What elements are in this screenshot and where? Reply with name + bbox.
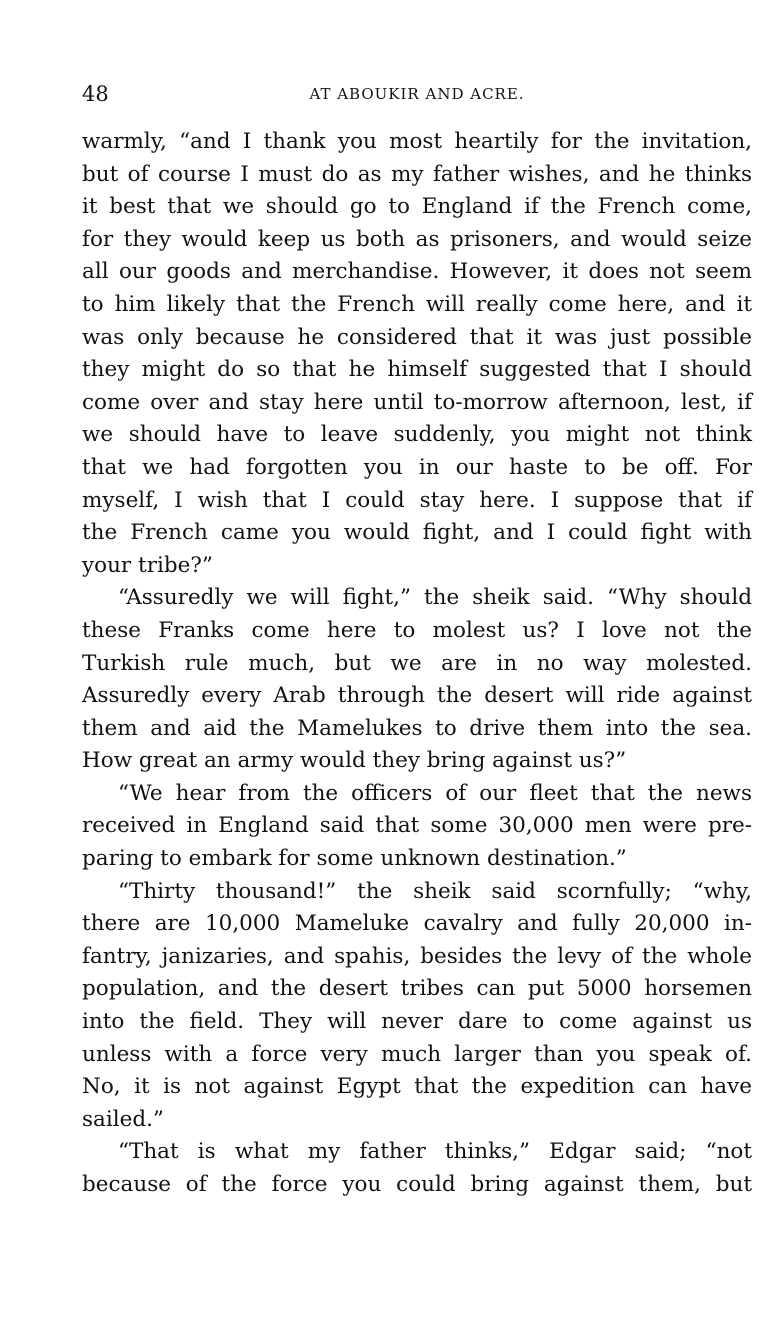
text-line: “That is what my father thinks,” Edgar said; “not: [118, 1139, 752, 1165]
text-line: that we had forgotten you in our haste to be off. For: [82, 454, 752, 480]
text-line: Assuredly every Arab through the desert will ride against: [82, 683, 752, 709]
text-line: paring to embark for some unknown destination.”: [82, 846, 627, 872]
text-line: sailed.”: [82, 1106, 164, 1132]
text-line: warmly, “and I thank you most heartily for the invitation,: [82, 129, 752, 154]
page-header: [82, 78, 752, 110]
running-title: AT ABOUKIR AND ACRE.: [309, 85, 525, 103]
page-number: 48: [82, 82, 109, 106]
text-line: because of the force you could bring against them, but: [82, 1172, 752, 1197]
text-line: we should have to leave suddenly, you might not think: [82, 422, 752, 448]
text-line: for they would keep us both as prisoners, and would seize: [82, 226, 752, 252]
text-line: How great an army would they bring against us?”: [82, 748, 627, 774]
text-line: there are 10,000 Mameluke cavalry and fully 20,000 in-: [82, 911, 752, 937]
text-line: “We hear from the officers of our fleet that the news: [118, 780, 752, 806]
text-line: but of course I must do as my father wishes, and he thinks: [82, 161, 752, 187]
body-text: [82, 126, 752, 1202]
text-line: “Thirty thousand!” the sheik said scornfully; “why,: [118, 878, 752, 904]
text-line: “Assuredly we will fight,” the sheik said. “Why should: [118, 585, 752, 611]
text-line: to him likely that the French will really come here, and it: [82, 291, 752, 317]
text-line: myself, I wish that I could stay here. I suppose that if: [82, 487, 752, 513]
text-line: Turkish rule much, but we are in no way molested.: [82, 650, 752, 676]
text-line: all our goods and merchandise. However, it does not seem: [82, 259, 752, 285]
text-line: fantry, janizaries, and spahis, besides the levy of the whole: [82, 943, 752, 969]
text-line: into the field. They will never dare to come against us: [82, 1009, 752, 1035]
text-line: your tribe?”: [82, 552, 213, 578]
text-line: received in England said that some 30,000 men were pre-: [82, 813, 752, 839]
text-line: it best that we should go to England if the French come,: [82, 194, 752, 220]
text-line: population, and the desert tribes can put 5000 horsemen: [82, 976, 752, 1002]
text-line: these Franks come here to molest us? I love not the: [82, 617, 752, 643]
text-line: them and aid the Mamelukes to drive them into the sea.: [82, 715, 752, 741]
text-line: they might do so that he himself suggested that I should: [82, 357, 752, 383]
text-line: come over and stay here until to-morrow afternoon, lest, if: [82, 389, 752, 415]
text-line: was only because he considered that it was just possible: [82, 324, 752, 350]
text-line: unless with a force very much larger than you speak of.: [82, 1041, 752, 1067]
text-line: No, it is not against Egypt that the expedition can have: [82, 1074, 752, 1100]
text-line: the French came you would fight, and I could fight with: [82, 520, 752, 546]
